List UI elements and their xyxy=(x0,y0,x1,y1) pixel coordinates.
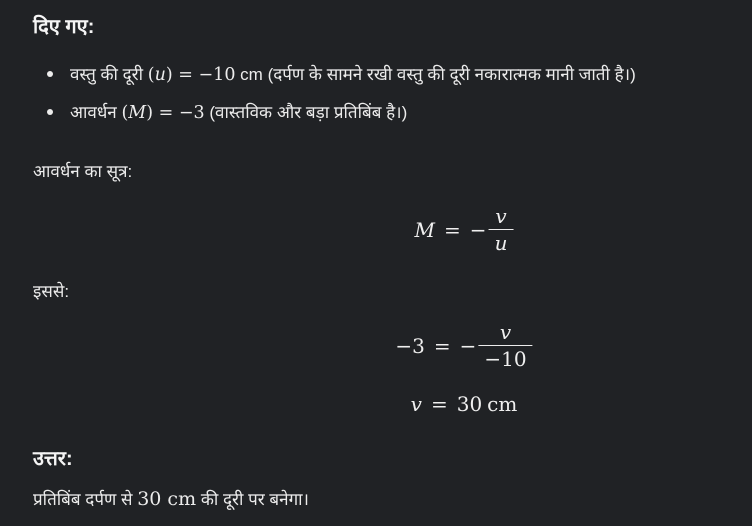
answer-text xyxy=(33,487,309,510)
equals-sign: = xyxy=(153,103,179,123)
equation-lhs: −3 xyxy=(395,333,425,358)
formula-label: आवर्धन का सूत्र: xyxy=(33,162,133,181)
bullet-lead: वस्तु की दूरी xyxy=(70,65,148,84)
denominator-minus10: −10 xyxy=(478,345,532,370)
paren-open: ( xyxy=(121,103,129,123)
bullet-dot xyxy=(47,71,53,77)
answer-value: 30 cm xyxy=(137,488,197,510)
bullet-note: (दर्पण के सामने रखी वस्तु की दूरी नकारात्मक मानी जाती है।) xyxy=(267,65,636,84)
equals-sign: = xyxy=(430,392,448,416)
equals-sign: = xyxy=(433,333,451,358)
fraction xyxy=(478,321,532,370)
minus-sign: − xyxy=(469,217,487,242)
numerator-v: v xyxy=(499,320,512,344)
answer-before: प्रतिबिंब दर्पण से xyxy=(33,490,138,509)
variable-u: u xyxy=(154,65,166,85)
equals-sign: = xyxy=(444,217,461,242)
distance-value: −10 xyxy=(198,65,236,85)
minus-sign: − xyxy=(459,333,477,358)
paren-close: ) xyxy=(165,65,173,85)
variable-m: M xyxy=(128,103,147,123)
answer-heading: उत्तर: xyxy=(33,448,73,470)
bullet-dot xyxy=(47,109,53,115)
magnification-text xyxy=(70,100,407,123)
bullet-note: (वास्तविक और बड़ा प्रतिबिंब है।) xyxy=(209,103,408,122)
object-distance-bullet xyxy=(47,62,636,85)
distance-unit: cm xyxy=(235,65,268,84)
result-unit: cm xyxy=(487,392,518,416)
numerator-v: v xyxy=(495,204,507,228)
magnification-bullet xyxy=(47,100,407,123)
bullet-lead: आवर्धन xyxy=(70,103,122,122)
paren-open: ( xyxy=(147,65,155,85)
fraction xyxy=(489,205,514,254)
magnification-formula xyxy=(415,205,514,254)
result-value: 30 xyxy=(456,392,483,416)
result-lhs: v xyxy=(410,392,422,416)
result-equation xyxy=(411,392,518,416)
derivation-label: इससे: xyxy=(33,282,70,301)
denominator-u: u xyxy=(489,229,514,254)
answer-after: की दूरी पर बनेगा। xyxy=(196,490,309,509)
substituted-equation xyxy=(395,321,532,370)
paren-close: ) xyxy=(146,103,154,123)
magnification-value: −3 xyxy=(178,103,205,123)
formula-lhs: M xyxy=(414,217,436,242)
equals-sign: = xyxy=(172,65,199,85)
given-heading: दिए गए: xyxy=(33,16,95,38)
object-distance-text xyxy=(70,62,636,85)
